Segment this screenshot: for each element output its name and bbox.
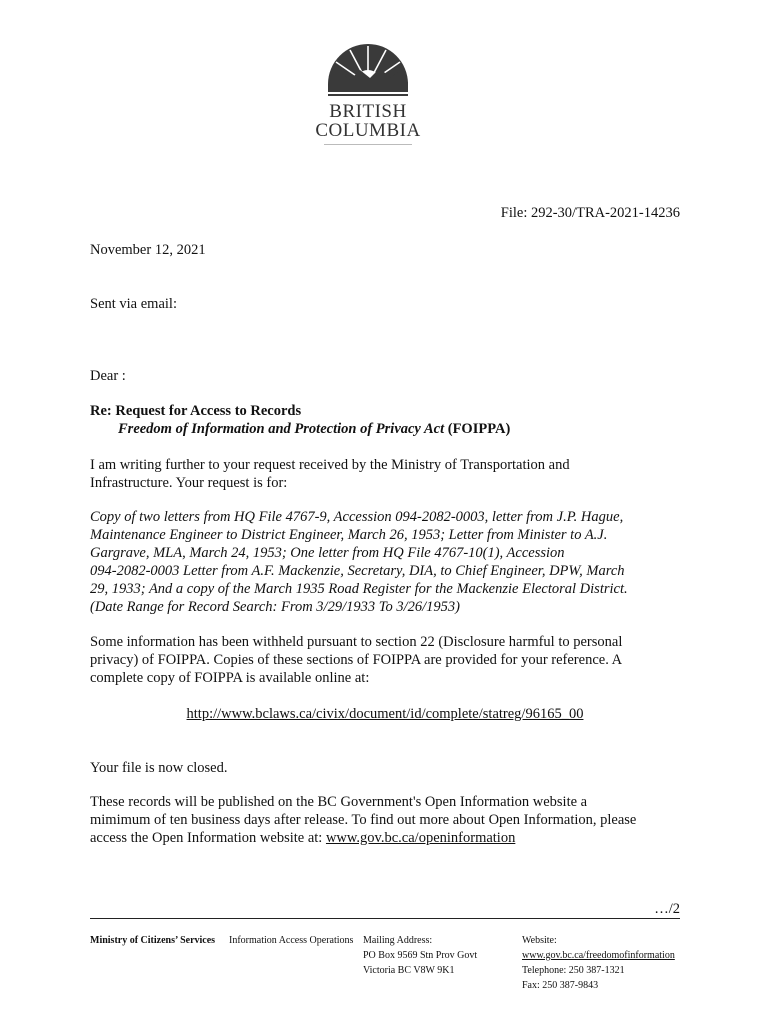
telephone: Telephone: 250 387-1321 bbox=[522, 965, 625, 976]
logo-text-columbia: COLUMBIA bbox=[315, 120, 421, 141]
act-title: Freedom of Information and Protection of Privacy Act bbox=[118, 421, 445, 437]
footer-unit: Information Access Operations bbox=[229, 935, 354, 946]
salutation: Dear : bbox=[90, 368, 126, 384]
request-paragraph bbox=[90, 508, 680, 616]
footer-mailing-address bbox=[363, 933, 477, 978]
page-continuation: …/2 bbox=[654, 901, 680, 917]
act-abbrev: (FOIPPA) bbox=[444, 421, 511, 437]
publish-prefix: access the Open Information website at: bbox=[90, 830, 326, 846]
file-reference: File: 292-30/TRA-2021-14236 bbox=[500, 205, 680, 221]
paragraph-line bbox=[90, 829, 680, 847]
open-information-link[interactable]: www.gov.bc.ca/openinformation bbox=[325, 830, 516, 846]
intro-paragraph bbox=[90, 456, 680, 492]
paragraph-line: These records will be published on the BC Government's Open Information website a bbox=[90, 794, 588, 810]
mailing-line: Victoria BC V8W 9K1 bbox=[363, 965, 455, 976]
paragraph-line: mimimum of ten business days after release. To find out more about Open Information, please bbox=[90, 812, 637, 828]
logo-underline bbox=[324, 144, 412, 145]
footer-divider bbox=[90, 918, 680, 919]
publish-paragraph bbox=[90, 793, 680, 847]
website-link[interactable]: www.gov.bc.ca/freedomofinformation bbox=[522, 950, 675, 961]
paragraph-line: privacy) of FOIPPA. Copies of these sections of FOIPPA are provided for your reference. A bbox=[90, 652, 623, 668]
paragraph-line: complete copy of FOIPPA is available online at: bbox=[90, 670, 370, 686]
paragraph-line: I am writing further to your request received by the Ministry of Transportation and bbox=[90, 457, 570, 473]
paragraph-line: (Date Range for Record Search: From 3/29/1933 To 3/26/1953) bbox=[90, 599, 460, 615]
closed-paragraph: Your file is now closed. bbox=[90, 760, 228, 776]
website-label: Website: bbox=[522, 935, 557, 946]
act-reference bbox=[118, 420, 510, 438]
fax: Fax: 250 387-9843 bbox=[522, 980, 599, 991]
paragraph-line: Some information has been withheld pursuant to section 22 (Disclosure harmful to personal bbox=[90, 634, 623, 650]
sun-mountain-emblem-icon bbox=[326, 44, 410, 100]
mailing-label: Mailing Address: bbox=[363, 935, 433, 946]
footer-ministry: Ministry of Citizens’ Services bbox=[90, 935, 216, 946]
mailing-line: PO Box 9569 Stn Prov Govt bbox=[363, 950, 478, 961]
paragraph-line: Gargrave, MLA, March 24, 1953; One letter from HQ File 4767-10(1), Accession bbox=[90, 545, 565, 561]
subject-line: Re: Request for Access to Records bbox=[90, 403, 302, 419]
paragraph-line: Infrastructure. Your request is for: bbox=[90, 475, 288, 491]
footer-contact bbox=[522, 933, 675, 993]
letter-date: November 12, 2021 bbox=[90, 242, 206, 258]
foippa-url-link[interactable]: http://www.bclaws.ca/civix/document/id/complete/statreg/96165_00 bbox=[186, 706, 584, 722]
bc-logo bbox=[312, 44, 424, 150]
withheld-paragraph bbox=[90, 633, 680, 687]
paragraph-line: Copy of two letters from HQ File 4767-9, Accession 094-2082-0003, letter from J.P. Hague, bbox=[90, 509, 624, 525]
paragraph-line: 29, 1933; And a copy of the March 1935 Road Register for the Mackenzie Electoral District. bbox=[90, 581, 628, 597]
logo-text-british: BRITISH bbox=[329, 101, 407, 122]
delivery-method: Sent via email: bbox=[90, 296, 177, 312]
paragraph-line: 094-2082-0003 Letter from A.F. Mackenzie, Secretary, DIA, to Chief Engineer, DPW, March bbox=[90, 563, 625, 579]
paragraph-line: Maintenance Engineer to District Engineer, March 26, 1953; Letter from Minister to A.J. bbox=[90, 527, 608, 543]
